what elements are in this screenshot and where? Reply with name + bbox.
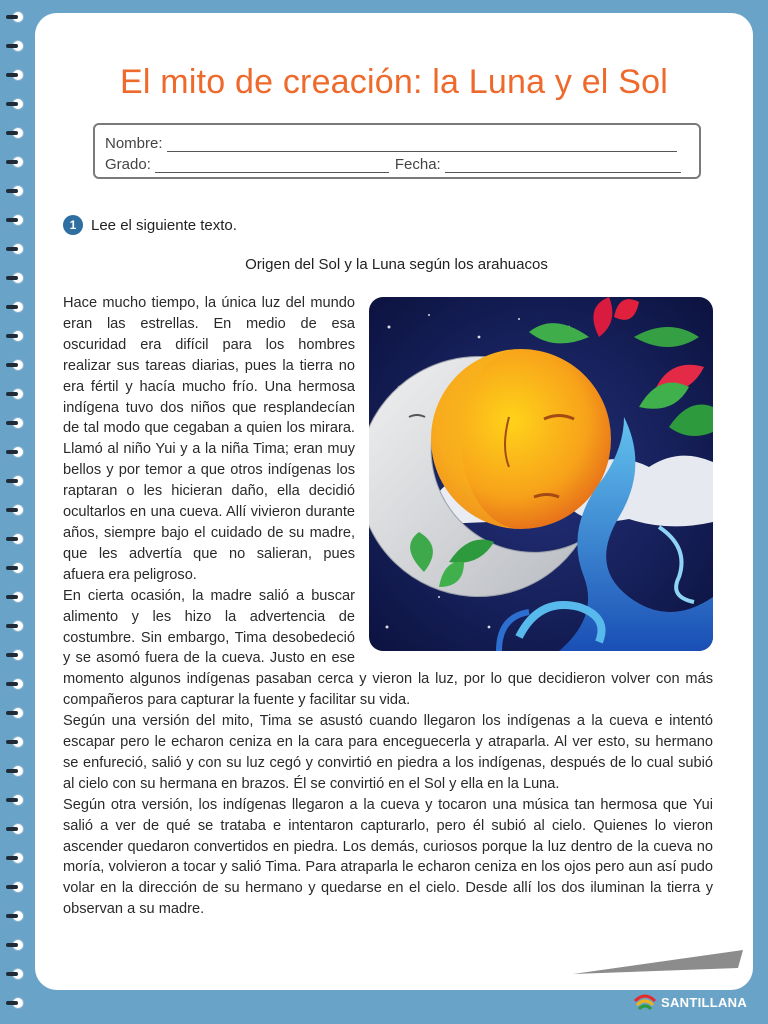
- santillana-logo-icon: [633, 991, 657, 1013]
- spiral-ring: [6, 10, 26, 24]
- story-paragraph: Hace mucho tiempo, la única luz del mundo eran las estrellas. En medio de esa oscuridad era difícil para los hombres realizar sus tareas diarias, pues la tierra no era fértil y hacía mucho frío. Una hermosa indígena tuvo dos niños que resplandecían de tal modo que cegaban a quien los mirara. Llamó al niño Yui y a la niña Tima; eran muy bellos y por temor a que otros indígenas los raptaran o les hicieran daño, ella decidió ocultarlos en una cueva. Allí vivieron durante años, siempre bajo el cuidado de su madre, que les advertía que no salieran, pues afuera era peligroso.: [63, 295, 355, 583]
- date-label: Fecha:: [394, 156, 441, 173]
- spiral-ring: [6, 242, 26, 256]
- spiral-ring: [6, 735, 26, 749]
- spiral-ring: [6, 387, 26, 401]
- grade-label: Grado:: [105, 156, 151, 173]
- grade-date-row: [105, 152, 689, 173]
- spiral-ring: [6, 271, 26, 285]
- brand-name: SANTILLANA: [661, 994, 748, 1010]
- spiral-ring: [6, 213, 26, 227]
- spiral-ring: [6, 184, 26, 198]
- story-title: Origen del Sol y la Luna según los arahuacos: [245, 256, 548, 273]
- date-field[interactable]: [445, 158, 681, 173]
- spiral-ring: [6, 880, 26, 894]
- spiral-ring: [6, 155, 26, 169]
- publisher-logo: [633, 991, 747, 1013]
- spiral-ring: [6, 561, 26, 575]
- spiral-ring: [6, 648, 26, 662]
- spiral-binding: [0, 0, 36, 1024]
- story-paragraph: En cierta ocasión, la madre salió a buscar alimento y les hizo la advertencia de costumbre. Sin embargo, Tima desobedeció y se asomó fuera de la cueva. Justo en ese momento algunos indígenas pasaban cerca y vieron la luz, por lo que decidieron volver con más compañeros para capturar la fuente y facilitar su vida.: [63, 587, 713, 709]
- spiral-ring: [6, 909, 26, 923]
- spiral-ring: [6, 967, 26, 981]
- activity-number-badge: 1: [63, 215, 83, 235]
- worksheet-page: [35, 13, 753, 990]
- spiral-ring: [6, 126, 26, 140]
- story-paragraph: Según una versión del mito, Tima se asustó cuando llegaron los indígenas a la cueva e intentó escapar pero le echaron ceniza en la cara para enceguecerla y atraparla. Al ver esto, su hermano se enfureció, salió y con su luz cegó y convirtió en piedra a los indígenas, después de lo cual subió al cielo con su hermana en brazos. Él se convirtió en el Sol y ella en la Luna.: [63, 713, 713, 792]
- spiral-ring: [6, 996, 26, 1010]
- spiral-ring: [6, 416, 26, 430]
- spiral-ring: [6, 822, 26, 836]
- spiral-ring: [6, 938, 26, 952]
- spiral-ring: [6, 300, 26, 314]
- name-label: Nombre:: [105, 135, 163, 152]
- spiral-ring: [6, 445, 26, 459]
- activity-instruction: [63, 215, 237, 235]
- spiral-ring: [6, 706, 26, 720]
- spiral-ring: [6, 764, 26, 778]
- spiral-ring: [6, 677, 26, 691]
- story-paragraph: Según otra versión, los indígenas llegaron a la cueva y tocaron una música tan hermosa que Yui salió a ver de qué se trataba e intentaron capturarlo, pero él subió al cielo. Quienes lo vieron ascender quedaron convertidos en piedra. Los demás, curiosos porque la luz dentro de la cueva no moría, volvieron a tocar y salió Tima. Para atraparla le echaron ceniza en los ojos pero aun así pudo volar en la dirección de su hermano y quedarse en el cielo. Desde allí los dos iluminan la tierra y observan a su madre.: [63, 796, 713, 918]
- spiral-ring: [6, 474, 26, 488]
- spiral-ring: [6, 329, 26, 343]
- spiral-ring: [6, 851, 26, 865]
- spiral-ring: [6, 39, 26, 53]
- student-info-box: [93, 123, 701, 179]
- activity-instruction-text: Lee el siguiente texto.: [91, 216, 237, 234]
- spiral-ring: [6, 590, 26, 604]
- spiral-ring: [6, 358, 26, 372]
- spiral-ring: [6, 503, 26, 517]
- worksheet-title: El mito de creación: la Luna y el Sol: [120, 63, 668, 101]
- spiral-ring: [6, 97, 26, 111]
- page-curl-decoration: [573, 950, 743, 974]
- grade-field[interactable]: [155, 158, 389, 173]
- spiral-ring: [6, 793, 26, 807]
- spiral-ring: [6, 68, 26, 82]
- name-field[interactable]: [167, 137, 677, 152]
- name-row: [105, 131, 689, 152]
- sun-moon-illustration: [369, 297, 713, 651]
- spiral-ring: [6, 619, 26, 633]
- spiral-ring: [6, 532, 26, 546]
